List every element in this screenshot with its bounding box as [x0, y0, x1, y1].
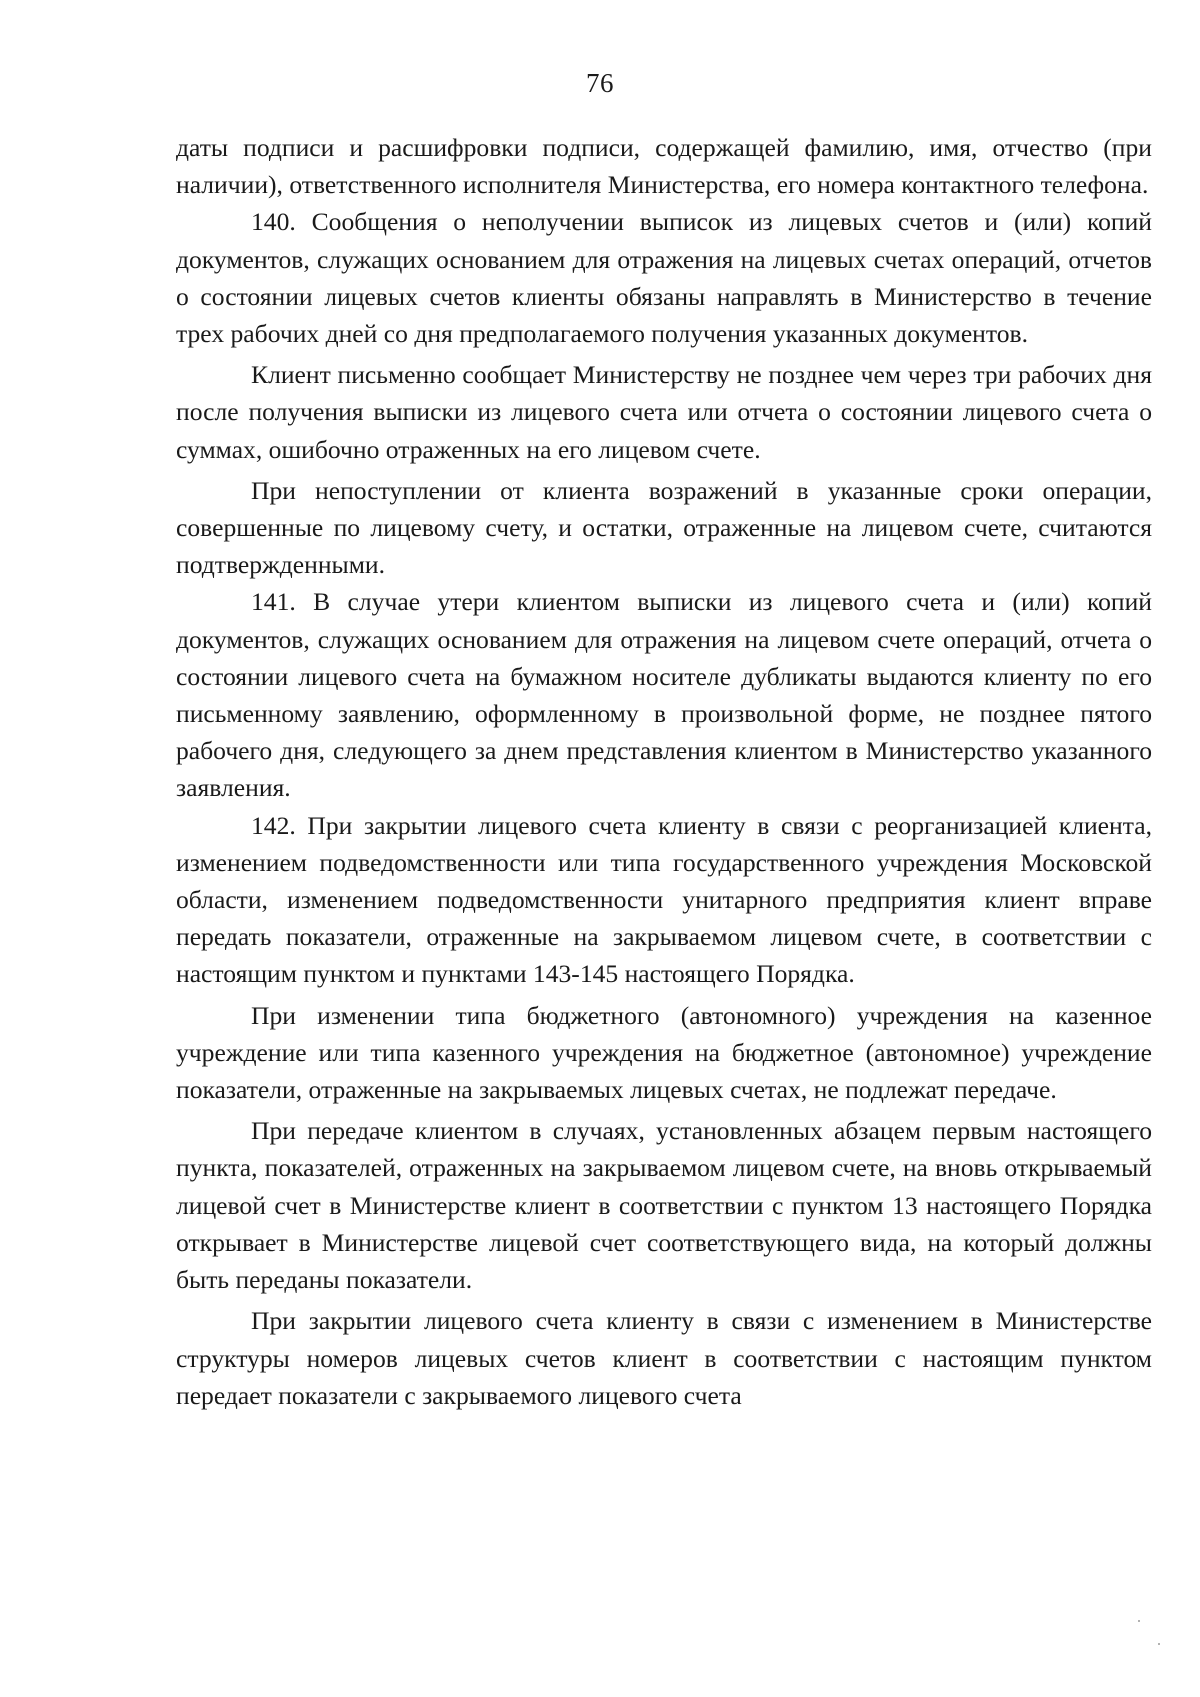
paragraph-140: 140. Сообщения о неполучении выписок из лицевых счетов и (или) копий документов, служащих основанием для отражения на лицевых счетах операций, отчетов о состоянии лицевых счетов клиенты обязаны направлять в Министерство в течение трех рабочих дней со дня предполагаемого получения указанных документов. — [176, 207, 1152, 349]
document-body — [176, 129, 1152, 1414]
paragraph-142-structure-change: При закрытии лицевого счета клиенту в связи с изменением в Министерстве структуры номеров лицевых счетов клиент в соответствии с настоящим пунктом передает показатели с закрываемого лицевого счета — [176, 1306, 1152, 1410]
scan-speck — [1158, 1643, 1160, 1645]
paragraph-142: 142. При закрытии лицевого счета клиенту в связи с реорганизацией клиента, изменением подведомственности или типа государственного учреждения Московской области, изменением подведомственности унитарного предприятия клиент вправе передать показатели, отраженные на закрываемом лицевом счете, в соответствии с настоящим пунктом и пунктами 143-145 настоящего Порядка. — [176, 810, 1152, 989]
scan-speck — [1138, 1620, 1140, 1622]
paragraph-140-client-notice: Клиент письменно сообщает Министерству не позднее чем через три рабочих дня после получения выписки из лицевого счета или отчета о состоянии лицевого счета о суммах, ошибочно отраженных на его лицевом счете. — [176, 360, 1152, 464]
paragraph-continuation: даты подписи и расшифровки подписи, содержащей фамилию, имя, отчество (при наличии), ответственного исполнителя Министерства, его номера контактного телефона. — [176, 133, 1152, 200]
paragraph-141: 141. В случае утери клиентом выписки из лицевого счета и (или) копий документов, служащих основанием для отражения на лицевом счете операций, отчета о состоянии лицевого счета на бумажном носителе дубликаты выдаются клиенту по его письменному заявлению, оформленному в произвольной форме, не позднее пятого рабочего дня, следующего за днем представления клиентом в Министерство указанного заявления. — [176, 587, 1152, 803]
paragraph-140-no-objection: При непоступлении от клиента возражений в указанные сроки операции, совершенные по лицевому счету, и остатки, отраженные на лицевом счете, считаются подтвержденными. — [176, 475, 1152, 580]
paragraph-142-type-change: При изменении типа бюджетного (автономного) учреждения на казенное учреждение или типа казенного учреждения на бюджетное (автономное) учреждение показатели, отраженные на закрываемых лицевых счетах, не подлежат передаче. — [176, 1000, 1152, 1105]
page-number: 76 — [586, 68, 614, 98]
paragraph-142-transfer: При передаче клиентом в случаях, установленных абзацем первым настоящего пункта, показателей, отраженных на закрываемом лицевом счете, на вновь открываемый лицевой счет в Министерстве клиент в соответствии с пунктом 13 настоящего Порядка открывает в Министерстве лицевой счет соответствующего вида, на который должны быть переданы показатели. — [176, 1116, 1152, 1295]
